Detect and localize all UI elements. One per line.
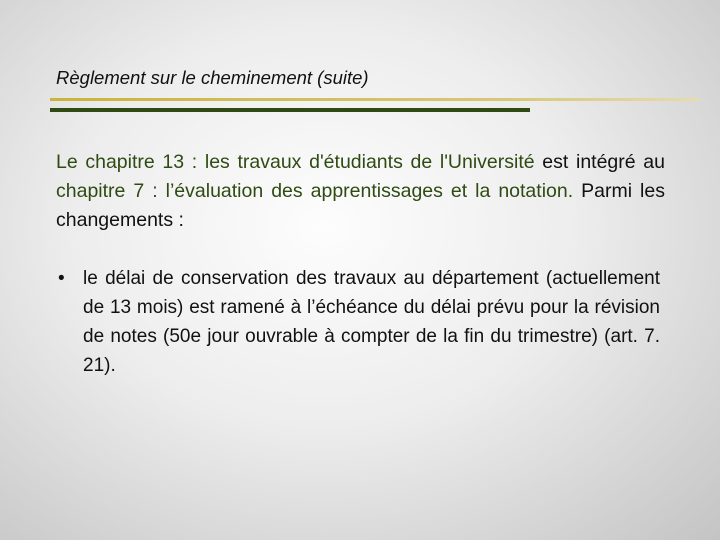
- slide-title: Règlement sur le cheminement (suite): [56, 67, 369, 88]
- list-item-text: le délai de conservation des travaux au département (actuellement de 13 mois) est ramené à l’échéance du délai prévu pour la révision de notes (50e jour ouvrable à compter de la fin du trimestre) (art. 7. 21).: [83, 268, 660, 376]
- list-item: [56, 264, 660, 380]
- intro-highlight-chapter-7: chapitre 7 : l’évaluation des apprentissages et la notation.: [56, 180, 574, 202]
- title-green-rule: [50, 108, 530, 112]
- title-gold-rule: [50, 98, 700, 101]
- intro-text-end: Parmi les changements :: [56, 180, 665, 231]
- bullet-icon: •: [58, 268, 65, 289]
- intro-highlight-chapter-13: Le chapitre 13 : les travaux d'étudiants de l'Université: [56, 151, 535, 173]
- bullet-list: [56, 264, 660, 380]
- intro-paragraph: [56, 148, 665, 235]
- intro-text: est intégré au: [534, 151, 665, 173]
